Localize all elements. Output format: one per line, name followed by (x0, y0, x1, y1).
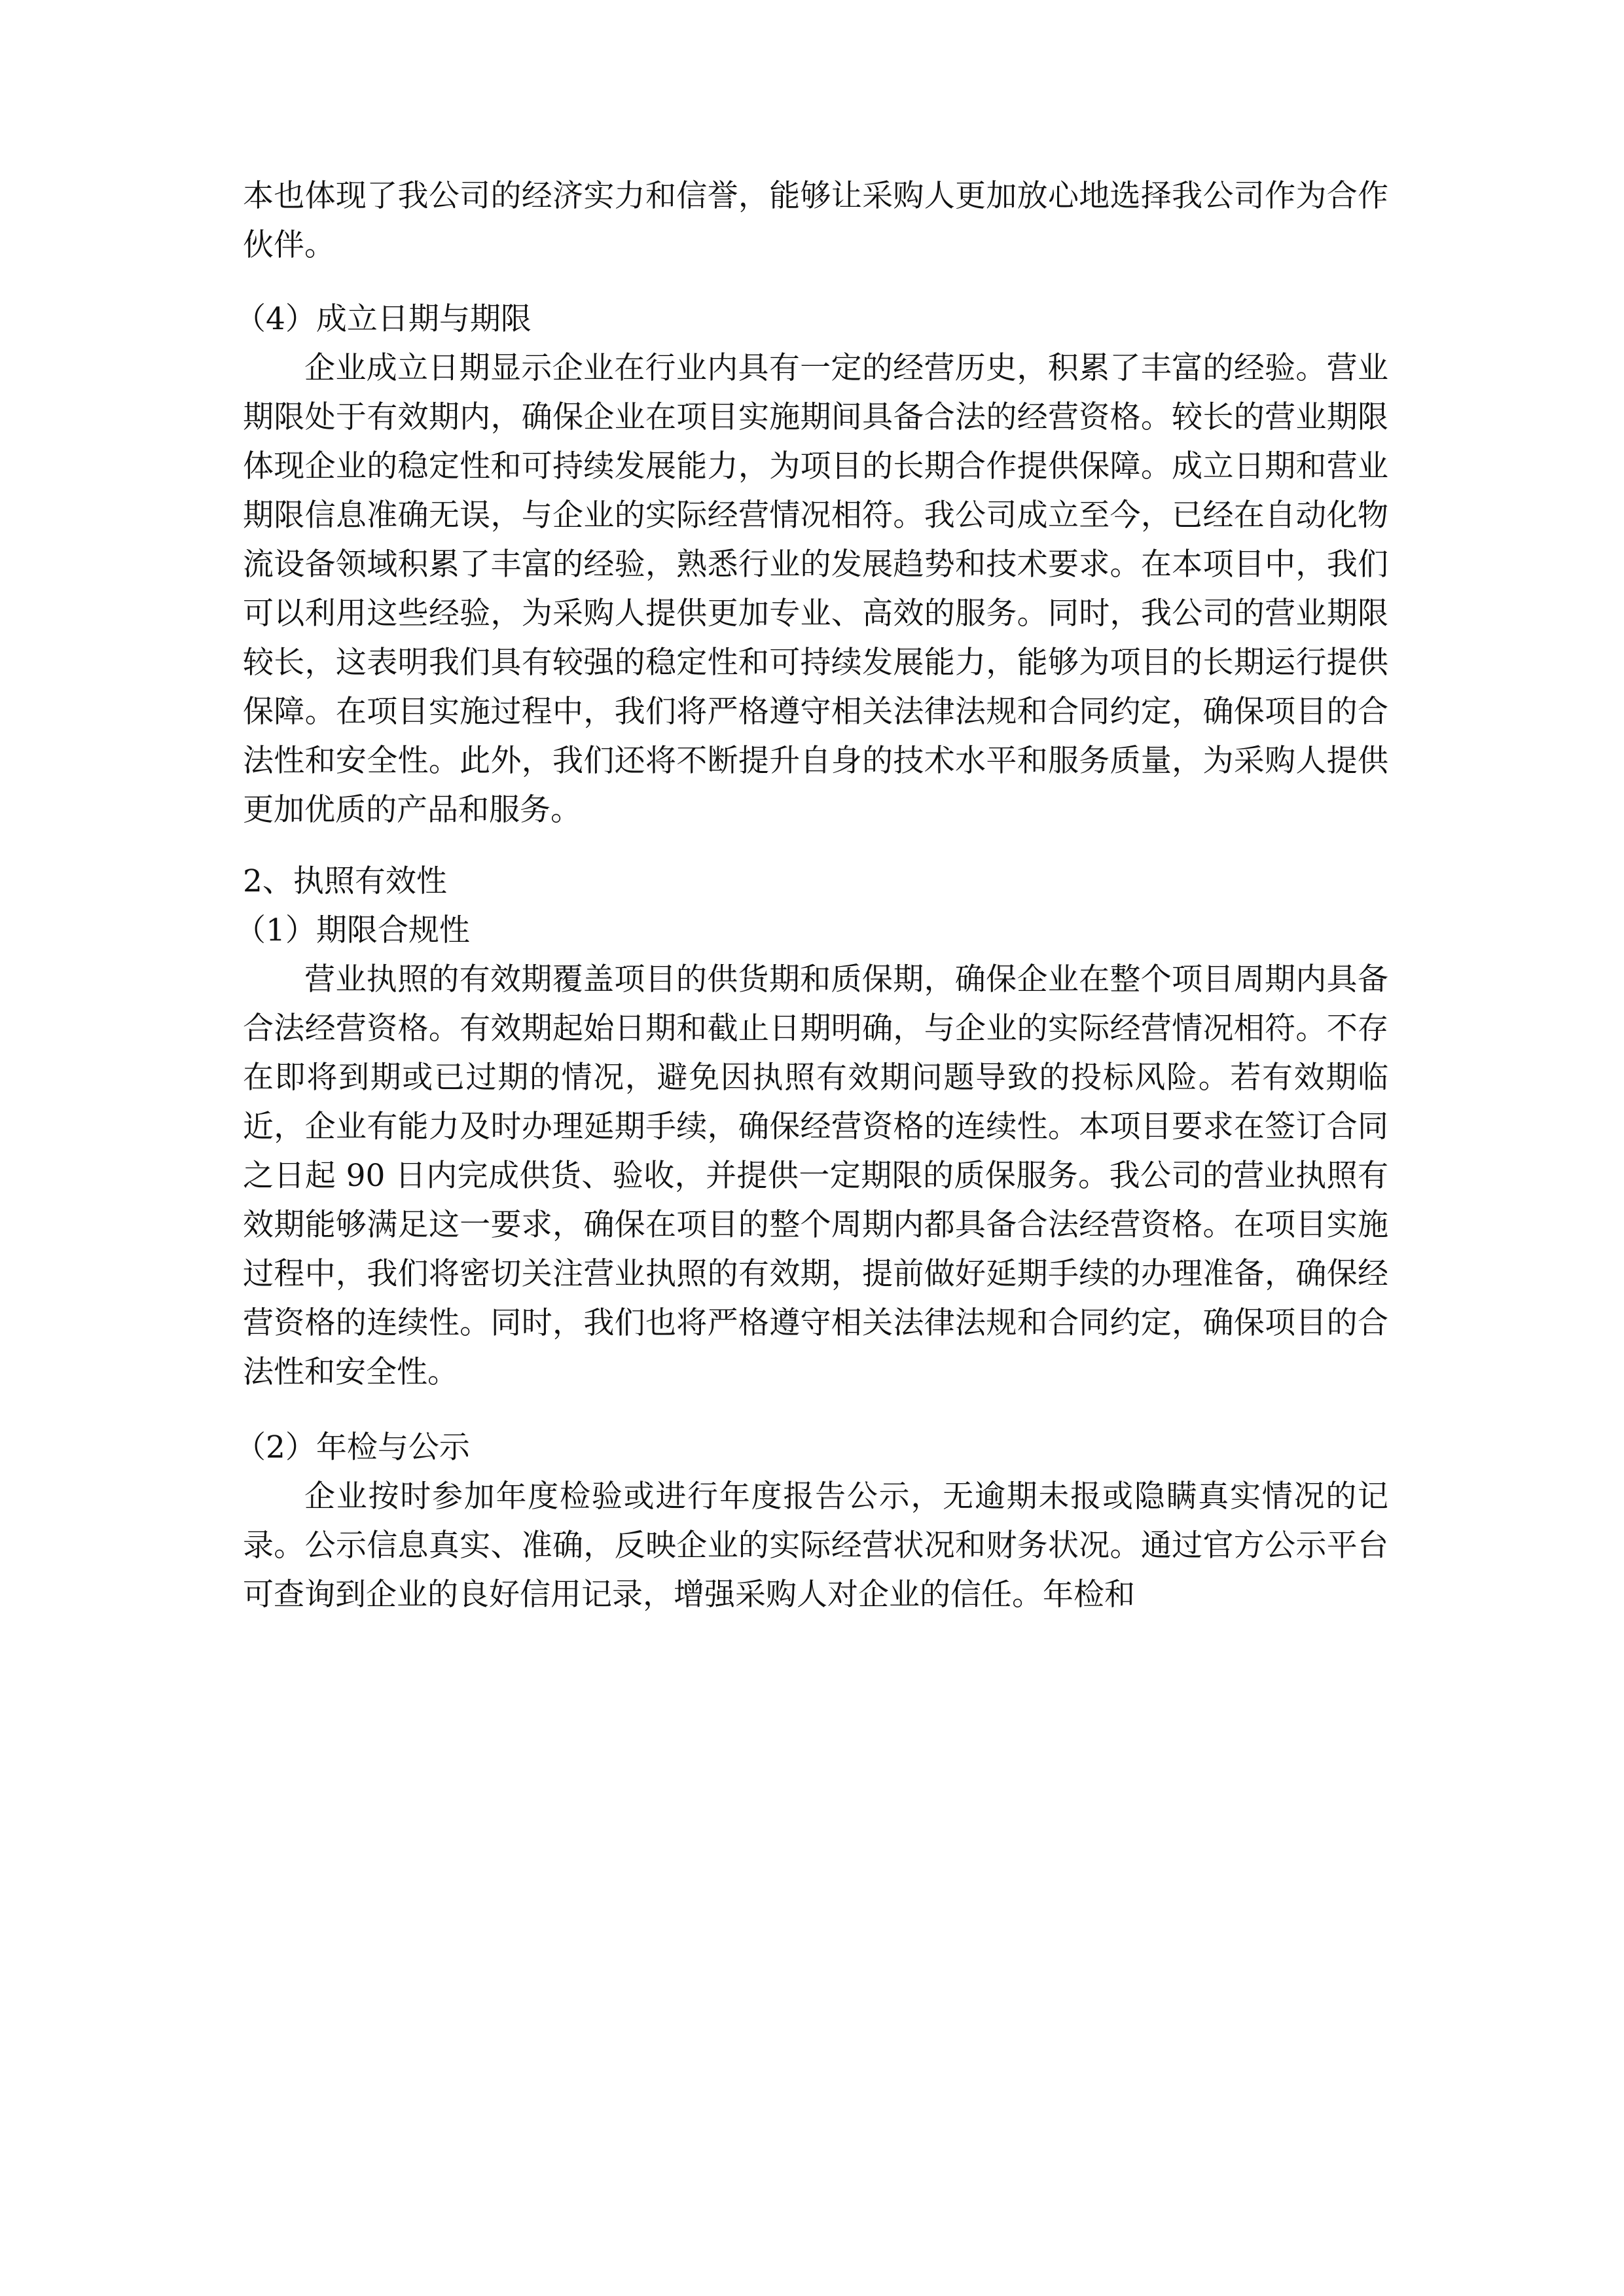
section-4-heading: （4）成立日期与期限 (235, 301, 532, 337)
section-4-paragraph: 企业成立日期显示企业在行业内具有一定的经营历史，积累了丰富的经验。营业期限处于有效期内，确保企业在项目实施期间具备合法的经营资格。较长的营业期限体现企业的稳定性和可持续发展能力，为项目的长期合作提供保障。成立日期和营业期限信息准确无误，与企业的实际经营情况相符。我公司成立至今，已经在自动化物流设备领域积累了丰富的经验，熟悉行业的发展趋势和技术要求。在本项目中，我们可以利用这些经验，为采购人提供更加专业、高效的服务。同时，我公司的营业期限较长，这表明我们具有较强的稳定性和可持续发展能力，能够为项目的长期运行提供保障。在项目实施过程中，我们将严格遵守相关法律法规和合同约定，确保项目的合法性和安全性。此外，我们还将不断提升自身的技术水平和服务质量，为采购人提供更加优质的产品和服务。 (243, 350, 1388, 828)
section-2-2-heading: （2）年检与公示 (235, 1429, 470, 1465)
section-2-1-heading: （1）期限合规性 (235, 912, 470, 948)
section-2-1-paragraph: 营业执照的有效期覆盖项目的供货期和质保期，确保企业在整个项目周期内具备合法经营资格。有效期起始日期和截止日期明确，与企业的实际经营情况相符。不存在即将到期或已过期的情况，避免因执照有效期问题导致的投标风险。若有效期临近，企业有能力及时办理延期手续，确保经营资格的连续性。本项目要求在签订合同之日起 90 日内完成供货、验收，并提供一定期限的质保服务。我公司的营业执照有效期能够满足这一要求，确保在项目的整个周期内都具备合法经营资格。在项目实施过程中，我们将密切关注营业执照的有效期，提前做好延期手续的办理准备，确保经营资格的连续性。同时，我们也将严格遵守相关法律法规和合同约定，确保项目的合法性和安全性。 (243, 961, 1388, 1390)
section-2-heading: 2、执照有效性 (243, 863, 447, 899)
section-2-2-paragraph: 企业按时参加年度检验或进行年度报告公示，无逾期未报或隐瞒真实情况的记录。公示信息真实、准确，反映企业的实际经营状况和财务状况。通过官方公示平台可查询到企业的良好信用记录，增强采购人对企业的信任。年检和 (243, 1479, 1388, 1613)
intro-paragraph: 本也体现了我公司的经济实力和信誉，能够让采购人更加放心地选择我公司作为合作伙伴。 (243, 178, 1388, 263)
document-page (235, 171, 1388, 1619)
